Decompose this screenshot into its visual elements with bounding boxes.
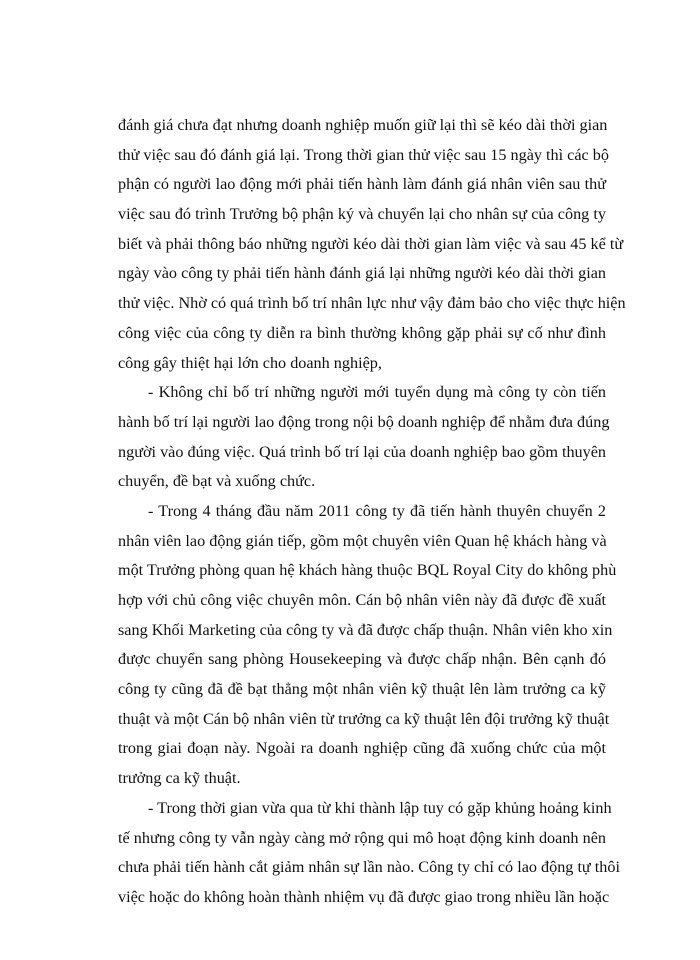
- text-line: nhân viên lao động gián tiếp, gồm một chuyên viên Quan hệ khách hàng và: [118, 531, 607, 550]
- text-line: tế nhưng công ty vẫn ngày càng mở rộng qui mô hoạt động kinh doanh nên: [118, 828, 606, 847]
- text-line: - Trong thời gian vừa qua từ khi thành lập tuy có gặp khủng hoảng kinh: [148, 798, 612, 817]
- text-line: - Trong 4 tháng đầu năm 2011 công ty đã tiến hành thuyên chuyển 2: [148, 501, 606, 520]
- paragraph-3: [118, 497, 617, 794]
- text-line: công gây thiệt hại lớn cho doanh nghiệp,: [118, 353, 382, 372]
- text-line: biết và phải thông báo những người kéo dài thời gian làm việc và sau 45 kể từ: [118, 234, 624, 253]
- paragraph-1: [118, 111, 626, 378]
- text-line: được chuyển sang phòng Housekeeping và được chấp nhận. Bên cạnh đó: [118, 650, 606, 669]
- text-line: sang Khối Marketing của công ty và đã được chấp thuận. Nhân viên kho xin: [118, 620, 613, 639]
- text-line: ngày vào công ty phải tiến hành đánh giá lại những người kéo dài thời gian: [118, 264, 606, 283]
- text-line: công ty cũng đã đề bạt thẳng một nhân viên kỹ thuật lên làm trưởng ca kỹ: [118, 680, 606, 699]
- text-line: hợp với chủ công việc chuyên môn. Cán bộ nhân viên này đã được đề xuất: [118, 591, 606, 609]
- text-line: thuật và một Cán bộ nhân viên từ trưởng ca kỹ thuật lên đội trưởng kỹ thuật: [118, 709, 610, 728]
- body-text: [118, 111, 626, 913]
- paragraph-4: [118, 794, 620, 913]
- text-line: thử việc. Nhờ có quá trình bố trí nhân lực như vậy đảm bảo cho việc thực hiện: [118, 294, 626, 313]
- text-line: thử việc sau đó đánh giá lại. Trong thời gian thử việc sau 15 ngày thì các bộ: [118, 145, 609, 164]
- text-line: - Không chỉ bố trí những người mới tuyển dụng mà công ty còn tiến: [148, 383, 606, 402]
- text-line: hành bố trí lại người lao động trong nội bộ doanh nghiệp để nhằm đưa đúng: [118, 412, 610, 431]
- text-line: một Trưởng phòng quan hệ khách hàng thuộc BQL Royal City do không phù: [118, 561, 617, 580]
- text-line: trưởng ca kỹ thuật.: [118, 769, 241, 788]
- text-line: người vào đúng việc. Quá trình bố trí lại của doanh nghiệp bao gồm thuyên: [118, 442, 607, 461]
- text-line: phận có người lao động mới phải tiến hành làm đánh giá nhân viên sau thử: [118, 175, 606, 194]
- text-line: việc hoặc do không hoàn thành nhiệm vụ đã được giao trong nhiều lần hoặc: [118, 887, 610, 906]
- text-line: chưa phải tiến hành cắt giảm nhân sự lần nào. Công ty chỉ có lao động tự thôi: [118, 858, 620, 877]
- text-line: trong giai đoạn này. Ngoài ra doanh nghiệp cũng đã xuống chức của một: [118, 739, 606, 758]
- text-line: việc sau đó trình Trưởng bộ phận ký và chuyển lại cho nhân sự của công ty: [118, 205, 606, 224]
- text-line: chuyển, đề bạt và xuống chức.: [118, 472, 316, 491]
- text-line: đánh giá chưa đạt nhưng doanh nghiệp muốn giữ lại thì sẽ kéo dài thời gian: [118, 116, 608, 134]
- paragraph-2: [118, 378, 610, 497]
- text-line: công việc của công ty diễn ra bình thường không gặp phải sự cố như đình: [118, 323, 606, 342]
